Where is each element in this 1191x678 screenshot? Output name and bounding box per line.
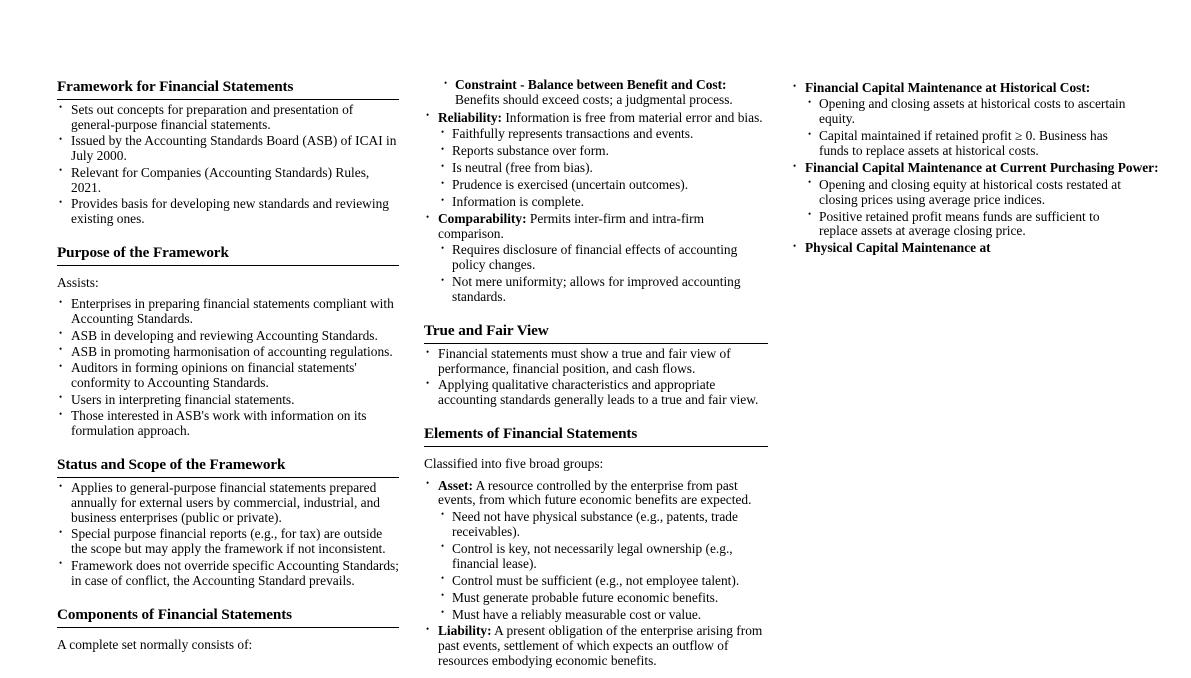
list-item: • Must have a reliably measurable cost or value. xyxy=(438,608,768,623)
section-elements-of-financial-statements xyxy=(424,425,768,669)
section-purpose-of-the-framework xyxy=(57,244,399,439)
list-item: • Applying qualitative characteristics and appropriate accounting standards generally leads to a true and fair view. xyxy=(424,378,768,408)
term-body: A resource controlled by the enterprise from past events, from which future economic benefits are expected. xyxy=(438,477,752,508)
list-item: • Enterprises in preparing financial statements compliant with Accounting Standards. xyxy=(57,297,399,327)
list-item: • Users in interpreting financial statements. xyxy=(57,393,399,408)
list-item-physical-capital-maintenance xyxy=(791,241,1135,256)
bullet-list xyxy=(424,347,768,408)
section-heading: Elements of Financial Statements xyxy=(424,425,768,447)
continuation-list xyxy=(424,78,768,108)
list-item: • Positive retained profit means funds are sufficient to replace assets at average closing price. xyxy=(805,210,1135,240)
term-body: Benefits should exceed costs; a judgmental process. xyxy=(455,91,733,107)
sub-bullet-list xyxy=(805,178,1135,240)
list-item: • ASB in developing and reviewing Accounting Standards. xyxy=(57,329,399,344)
elements-list xyxy=(424,479,768,670)
list-item: • Control is key, not necessarily legal ownership (e.g., financial lease). xyxy=(438,542,768,572)
list-item-financial-capital-maintenance-historical-cost xyxy=(791,81,1135,159)
list-item-liability xyxy=(424,624,768,669)
list-item: • Not mere uniformity; allows for improved accounting standards. xyxy=(438,275,768,305)
term-label: Reliability: xyxy=(438,109,502,125)
section-heading: Purpose of the Framework xyxy=(57,244,399,266)
list-item: • Capital maintained if retained profit ≥ 0. Business has funds to replace assets at historical costs. xyxy=(805,129,1135,159)
term-body: A present obligation of the enterprise arising from past events, settlement of which expects an outflow of resources embodying economic benefits. xyxy=(438,623,763,669)
sub-bullet-list xyxy=(438,510,768,623)
list-item: • Framework does not override specific Accounting Standards; in case of conflict, the Accounting Standard prevails. xyxy=(57,559,399,589)
section-heading: Components of Financial Statements xyxy=(57,606,399,628)
term-label: Liability: xyxy=(438,623,492,639)
list-item: • Prudence is exercised (uncertain outcomes). xyxy=(438,178,768,193)
term-label: Financial Capital Maintenance at Historical Cost: xyxy=(805,80,1091,95)
term-body: Permits inter-firm and intra-firm comparison. xyxy=(438,211,705,241)
list-item-asset xyxy=(424,479,768,623)
orphan-heading: • Financial Capital Maintenance at Current Purchasing Power: xyxy=(805,160,1159,176)
list-item: • Is neutral (free from bias). xyxy=(438,161,768,176)
list-item: • Opening and closing assets at historical costs to ascertain equity. xyxy=(805,97,1135,127)
bullet-list xyxy=(57,297,399,439)
list-item: • Faithfully represents transactions and events. xyxy=(438,127,768,142)
list-item: • Information is complete. xyxy=(438,195,768,210)
section-true-and-fair-view xyxy=(424,322,768,408)
list-item: • Requires disclosure of financial effects of accounting policy changes. xyxy=(438,243,768,273)
list-item: • Relevant for Companies (Accounting Standards) Rules, 2021. xyxy=(57,166,399,196)
list-item: • Provides basis for developing new standards and reviewing existing ones. xyxy=(57,197,399,227)
lead-text: A complete set normally consists of: xyxy=(57,636,253,652)
term-label: Asset: xyxy=(438,477,473,493)
list-item: • Auditors in forming opinions on financial statements' conformity to Accounting Standards. xyxy=(57,361,399,391)
list-item: • Opening and closing equity at historical costs restated at closing prices using average price indices. xyxy=(805,178,1135,208)
qualitative-characteristics-list xyxy=(424,111,768,305)
section-heading: Status and Scope of the Framework xyxy=(57,456,399,478)
section-heading: True and Fair View xyxy=(424,322,768,344)
column-3 xyxy=(791,78,1159,258)
list-item: • Applies to general-purpose financial statements prepared annually for external users by commercial, industrial, and business enterprises (public or private). xyxy=(57,481,399,526)
list-item: • Those interested in ASB's work with information on its formulation approach. xyxy=(57,409,399,439)
list-item: • Issued by the Accounting Standards Board (ASB) of ICAI in July 2000. xyxy=(57,134,399,164)
section-status-and-scope-of-the-framework xyxy=(57,456,399,589)
term-label: Comparability: xyxy=(438,211,527,226)
list-item: • Financial statements must show a true and fair view of performance, financial position, and cash flows. xyxy=(424,347,768,377)
list-item: • Special purpose financial reports (e.g., for tax) are outside the scope but may apply the framework if not inconsistent. xyxy=(57,527,399,557)
term-label: Physical Capital Maintenance at xyxy=(805,240,991,256)
lead-text: Classified into five broad groups: xyxy=(424,456,604,472)
list-item-comparability xyxy=(424,212,768,305)
column-1 xyxy=(57,78,399,661)
term-label: Constraint - Balance between Benefit and Cost: xyxy=(455,77,727,92)
sub-bullet-list xyxy=(805,97,1135,159)
list-item: • Sets out concepts for preparation and presentation of general-purpose financial statements. xyxy=(57,103,399,133)
list-item: • Must generate probable future economic benefits. xyxy=(438,591,768,606)
list-item: • ASB in promoting harmonisation of accounting regulations. xyxy=(57,345,399,360)
column-2 xyxy=(424,78,768,678)
list-item-reliability xyxy=(424,111,768,210)
sub-bullet-list xyxy=(438,243,768,305)
lead-text: Assists: xyxy=(57,274,99,290)
bullet-list xyxy=(57,481,399,589)
bullet-list xyxy=(57,103,399,227)
list-item-financial-capital-maintenance-current-purchasing-power xyxy=(791,160,1159,239)
list-item: • Control must be sufficient (e.g., not employee talent). xyxy=(438,574,768,589)
sub-bullet-list xyxy=(438,127,768,210)
section-heading: Framework for Financial Statements xyxy=(57,78,399,100)
section-components-of-financial-statements xyxy=(57,606,399,652)
list-item: • Reports substance over form. xyxy=(438,144,768,159)
list-item-constraint xyxy=(441,78,768,108)
capital-maintenance-list xyxy=(791,80,1159,256)
term-body: Information is free from material error and bias. xyxy=(501,109,763,125)
section-framework-for-financial-statements xyxy=(57,78,399,227)
list-item: • Need not have physical substance (e.g., patents, trade receivables). xyxy=(438,510,768,540)
